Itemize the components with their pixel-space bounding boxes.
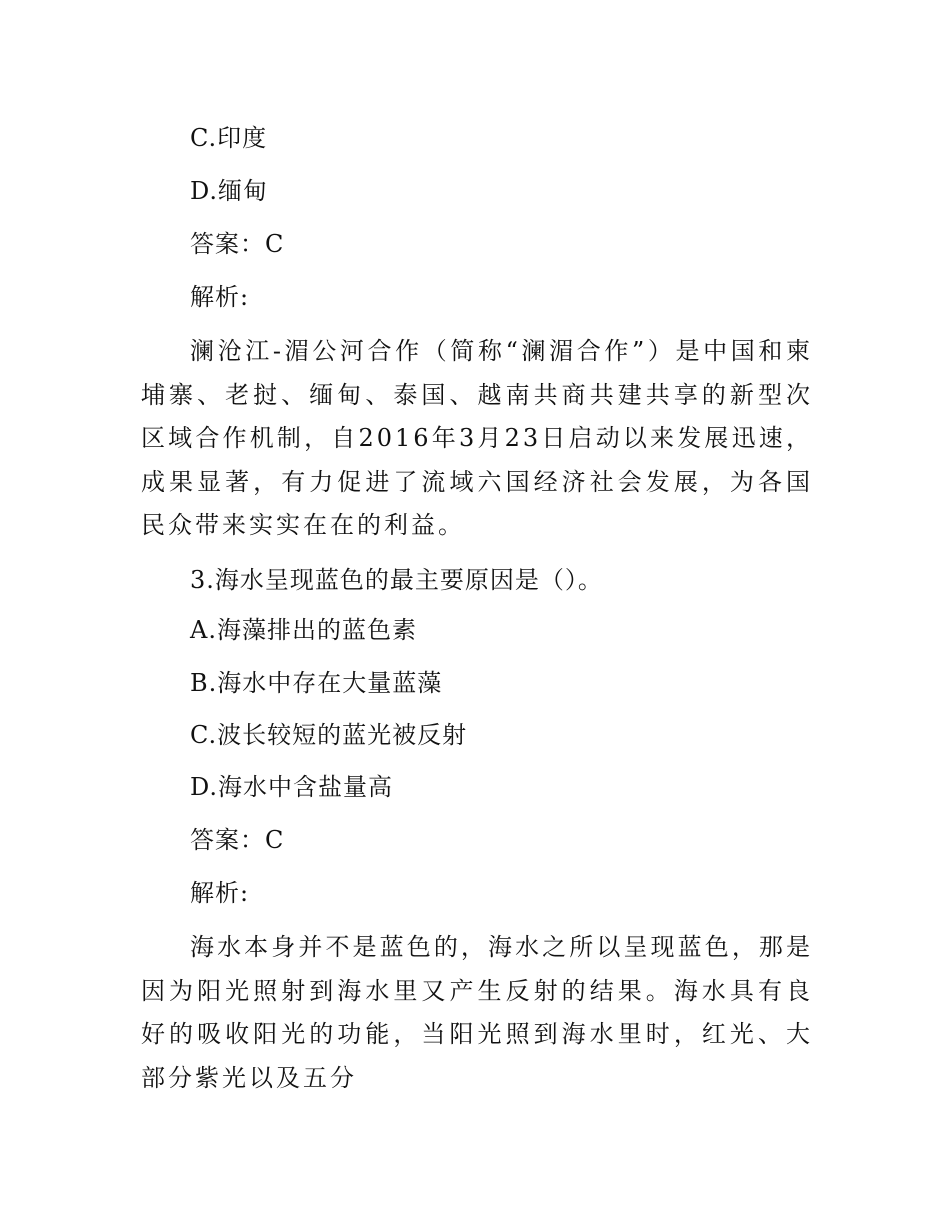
q3-option-d: D.海水中含盐量高 bbox=[190, 773, 394, 801]
q2-analysis-label: 解析: bbox=[190, 283, 250, 311]
q3-option-a: A.海藻排出的蓝色素 bbox=[190, 616, 417, 644]
q2-answer: 答案：C bbox=[190, 230, 285, 258]
q3-option-c: C.波长较短的蓝光被反射 bbox=[190, 721, 468, 749]
q3-analysis-label: 解析: bbox=[190, 879, 250, 907]
q3-answer: 答案：C bbox=[190, 826, 285, 854]
q2-option-c: C.印度 bbox=[190, 124, 268, 152]
q3-option-b: B.海水中存在大量蓝藻 bbox=[190, 669, 443, 697]
q3-question: 3.海水呈现蓝色的最主要原因是（）。 bbox=[190, 566, 603, 594]
q2-option-d: D.缅甸 bbox=[190, 177, 269, 205]
q3-analysis-text: 海水本身并不是蓝色的，海水之所以呈现蓝色，那是因为阳光照射到海水里又产生反射的结果。海水具有良好的吸收阳光的功能，当阳光照到海水里时，红光、大部分紫光以及五分 bbox=[141, 933, 813, 1092]
q2-analysis-text: 澜沧江-湄公河合作（简称“澜湄合作”）是中国和柬埔寨、老挝、缅甸、泰国、越南共商共建共享的新型次区域合作机制，自2016年3月23日启动以来发展迅速，成果显著，有力促进了流域六国经济社会发展，为各国民众带来实实在在的利益。 bbox=[141, 337, 813, 540]
